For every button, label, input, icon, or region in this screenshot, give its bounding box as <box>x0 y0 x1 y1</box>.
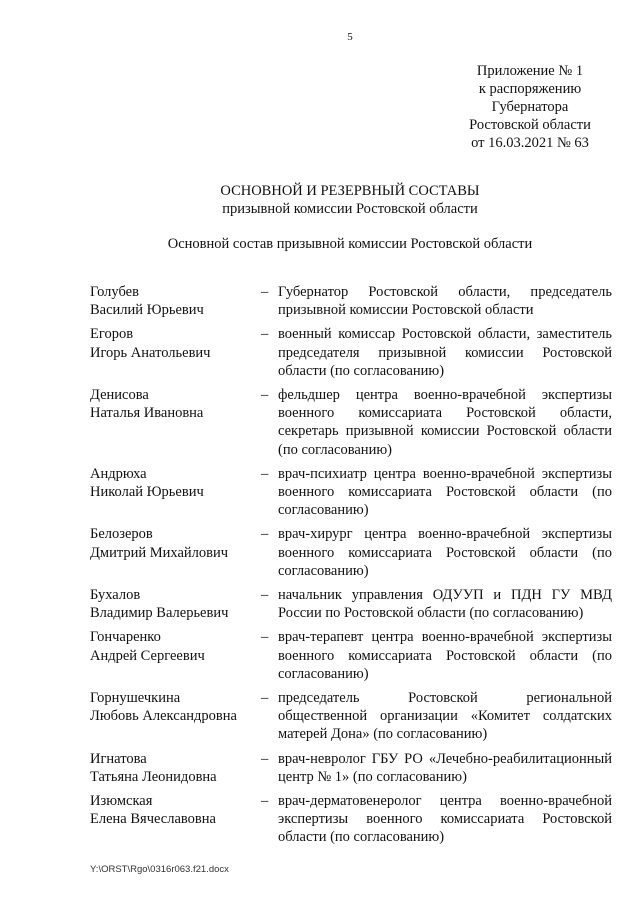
member-surname: Голубев <box>90 284 139 300</box>
member-given-name: Василий Юрьевич <box>90 302 204 319</box>
member-role: Губернатор Ростовской области, председатель призывной комиссии Ростовской области <box>278 284 612 319</box>
member-surname: Андрюха <box>90 465 147 482</box>
member-given-name: Андрей Сергеевич <box>90 647 205 664</box>
member-surname: Егоров <box>90 326 134 343</box>
footer-file-path: Y:\ORST\Rgo\0316r063.f21.docx <box>90 864 229 875</box>
member-surname: Игнатова <box>90 750 147 767</box>
appendix-header <box>430 62 630 152</box>
member-surname: Бухалов <box>90 587 141 604</box>
member-surname: Денисова <box>90 387 149 404</box>
dash: – <box>261 750 269 767</box>
member-role: врач-дерматовенеролог центра военно-врачебной экспертизы военного комиссариата Ростовской области (по согласованию) <box>278 793 612 846</box>
member-given-name: Владимир Валерьевич <box>90 605 229 622</box>
member-row <box>90 325 612 380</box>
title-line-1: ОСНОВНОЙ И РЕЗЕРВНЫЙ СОСТАВЫ <box>220 183 480 199</box>
member-role: врач-терапевт центра военно-врачебной экспертизы военного комиссариата Ростовской области (по согласованию) <box>278 629 612 682</box>
member-name <box>90 689 261 744</box>
dash: – <box>261 326 269 343</box>
member-row <box>90 465 612 520</box>
dash: – <box>261 526 269 543</box>
page-number: 5 <box>347 31 353 43</box>
document-title <box>60 182 640 218</box>
appendix-line: к распоряжению <box>478 81 582 97</box>
member-surname: Белозеров <box>90 526 153 543</box>
member-row <box>90 386 612 459</box>
member-role: военный комиссар Ростовской области, заместитель председателя призывной комиссии Ростовской области (по согласованию) <box>278 326 612 379</box>
title-line-2: призывной комиссии Ростовской области <box>222 201 478 217</box>
dash: – <box>261 587 269 604</box>
member-row <box>90 750 612 786</box>
member-given-name: Николай Юрьевич <box>90 484 204 501</box>
appendix-line: Приложение № 1 <box>476 63 584 79</box>
member-name <box>90 283 261 319</box>
dash: – <box>261 690 269 707</box>
dash: – <box>261 284 269 300</box>
member-given-name: Игорь Анатольевич <box>90 344 211 361</box>
section-title: Основной состав призывной комиссии Ростовской области <box>167 236 533 252</box>
member-given-name: Наталья Ивановна <box>90 405 204 422</box>
member-role: врач-невролог ГБУ РО «Лечебно-реабилитационный центр № 1» (по согласованию) <box>278 750 612 785</box>
member-row <box>90 586 612 622</box>
dash: – <box>261 465 269 482</box>
member-role: председатель Ростовской региональной общественной организации «Комитет солдатских матерей Дона» (по согласованию) <box>278 690 612 743</box>
member-given-name: Елена Вячеславовна <box>90 811 216 828</box>
member-role: фельдшер центра военно-врачебной экспертизы военного комиссариата Ростовской области, секретарь призывной комиссии Ростовской области (по согласованию) <box>278 387 612 458</box>
dash: – <box>261 387 269 404</box>
member-row <box>90 689 612 744</box>
member-row <box>90 792 612 847</box>
member-name <box>90 465 261 520</box>
appendix-line: от 16.03.2021 № 63 <box>471 135 589 151</box>
member-given-name: Татьяна Леонидовна <box>90 768 217 785</box>
member-surname: Гончаренко <box>90 629 161 646</box>
member-given-name: Дмитрий Михайлович <box>90 544 229 561</box>
member-role: начальник управления ОДУУП и ПДН ГУ МВД России по Ростовской области (по согласованию) <box>278 587 612 622</box>
member-name <box>90 628 261 683</box>
member-name <box>90 525 261 580</box>
appendix-line: Губернатора <box>491 99 569 115</box>
members-list <box>90 283 612 853</box>
member-name <box>90 586 261 622</box>
member-surname: Горнушечкина <box>90 690 181 707</box>
member-name <box>90 792 261 847</box>
member-name <box>90 386 261 459</box>
dash: – <box>261 793 269 810</box>
appendix-line: Ростовской области <box>469 117 591 133</box>
member-given-name: Любовь Александровна <box>90 708 237 725</box>
member-surname: Изюмская <box>90 793 153 810</box>
member-row <box>90 628 612 683</box>
member-row <box>90 283 612 319</box>
dash: – <box>261 629 269 646</box>
member-row <box>90 525 612 580</box>
member-role: врач-хирург центра военно-врачебной экспертизы военного комиссариата Ростовской области (по согласованию) <box>278 526 612 579</box>
member-name <box>90 325 261 380</box>
member-role: врач-психиатр центра военно-врачебной экспертизы военного комиссариата Ростовской области (по согласованию) <box>278 465 612 519</box>
member-name <box>90 750 261 786</box>
